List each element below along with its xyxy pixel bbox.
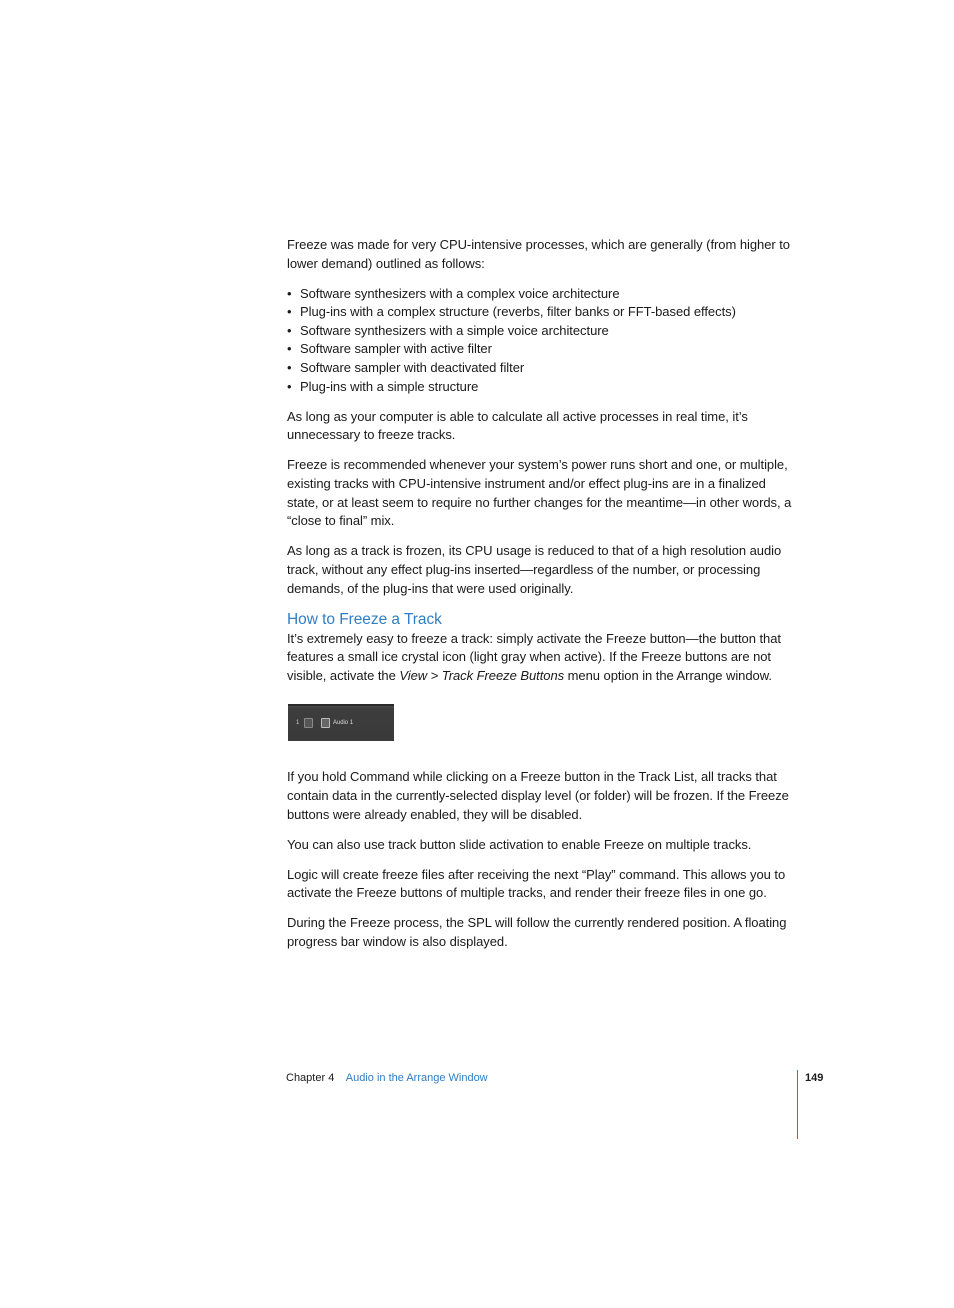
bullet-glyph: •: [287, 285, 292, 301]
audio-track-icon: [321, 718, 330, 728]
bullet-glyph: •: [287, 360, 292, 376]
paragraph-how-to: It’s extremely easy to freeze a track: simply activate the Freeze button—the button that features a small ice crystal icon (light gray when active). If the Freeze buttons are not visible, activate the View > Track Freeze Buttons menu option in the Arrange window.: [287, 630, 781, 683]
list-item: • Software sampler with deactivated filter: [287, 359, 799, 378]
bullet-glyph: •: [287, 341, 292, 357]
menu-path: View > Track Freeze Buttons: [399, 667, 565, 683]
track-header-screenshot: [288, 704, 394, 741]
page-footer: [286, 1071, 488, 1085]
track-number: 1: [296, 720, 300, 727]
bullet-glyph: •: [287, 322, 292, 338]
paragraph-slide-activation: You can also use track button slide activation to enable Freeze on multiple tracks.: [287, 836, 752, 852]
paragraph-spl: During the Freeze process, the SPL will follow the currently rendered position. A floating progress bar window is also displayed.: [287, 915, 787, 950]
intro-paragraph: Freeze was made for very CPU-intensive processes, which are generally (from higher to lower demand) outlined as follows:: [287, 237, 790, 271]
page-divider: [797, 1070, 798, 1139]
list-item: • Software synthesizers with a simple voice architecture: [287, 322, 799, 341]
freeze-button-icon: [304, 718, 313, 728]
list-item: • Software synthesizers with a complex voice architecture: [287, 285, 799, 304]
paragraph-recommended: Freeze is recommended whenever your system’s power runs short and one, or multiple, existing tracks with CPU-intensive instrument and/or effect plug-ins are in a finalized state, or at least seem to require no further changes for the meantime—in other words, a “close to final” mix.: [287, 457, 792, 529]
track-name: Audio 1: [333, 720, 353, 727]
page-number: 149: [805, 1072, 824, 1084]
page-body: [287, 236, 799, 963]
list-item: • Plug-ins with a simple structure: [287, 378, 799, 397]
bullet-glyph: •: [287, 304, 292, 320]
paragraph-realtime: As long as your computer is able to calculate all active processes in real time, it’s unnecessary to freeze tracks.: [287, 408, 748, 443]
demand-list: [287, 285, 799, 397]
paragraph-play-command: Logic will create freeze files after receiving the next “Play” command. This allows you to activate the Freeze buttons of multiple tracks, and render their freeze files in one go.: [287, 866, 786, 901]
bullet-glyph: •: [287, 378, 292, 394]
chapter-label: Chapter 4: [286, 1072, 335, 1084]
section-heading: How to Freeze a Track: [287, 610, 442, 628]
list-item: • Plug-ins with a complex structure (reverbs, filter banks or FFT-based effects): [287, 303, 799, 322]
paragraph-frozen-cpu: As long as a track is frozen, its CPU usage is reduced to that of a high resolution audio track, without any effect plug-ins inserted—regardless of the number, or processing demands, of the plug-ins that were used originally.: [287, 543, 782, 596]
paragraph-command-click: If you hold Command while clicking on a Freeze button in the Track List, all tracks that contain data in the currently-selected display level (or folder) will be frozen. If the Freeze buttons were already enabled, they will be disabled.: [287, 769, 789, 822]
list-item: • Software sampler with active filter: [287, 340, 799, 359]
chapter-title: Audio in the Arrange Window: [345, 1072, 488, 1084]
